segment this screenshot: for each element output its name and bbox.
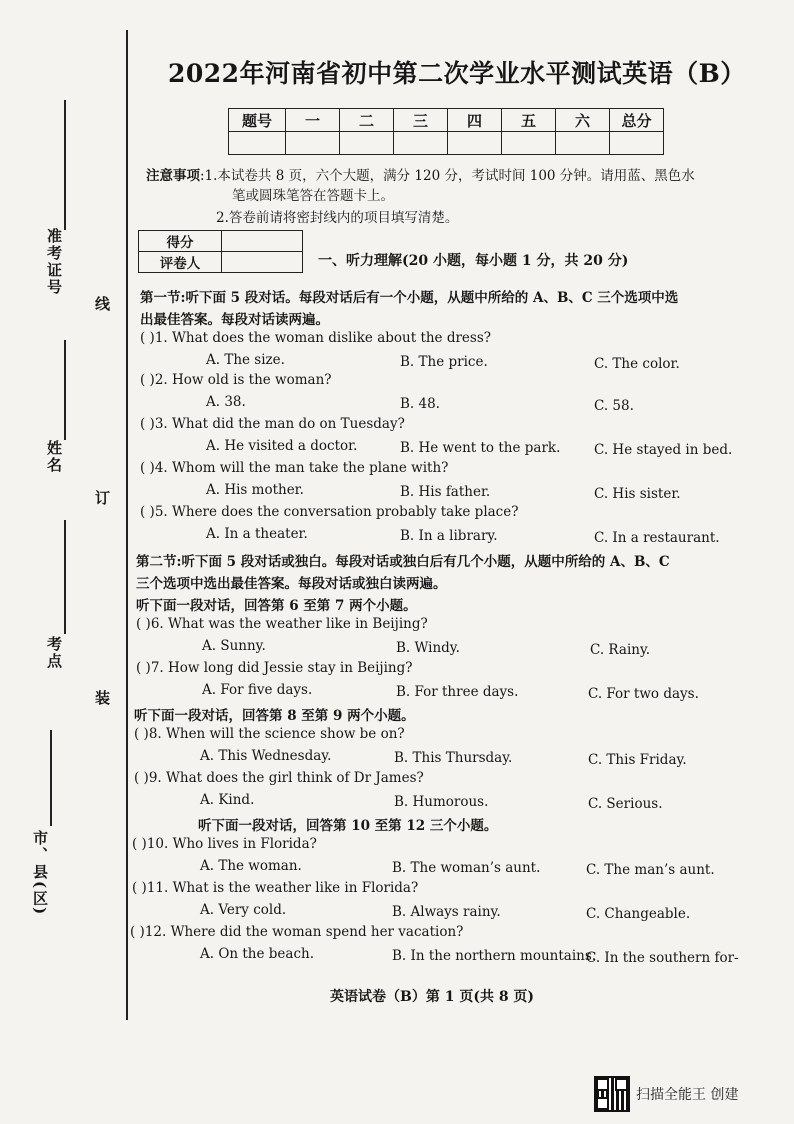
- option-11b: B. Always rainy.: [392, 904, 501, 920]
- seal-zhuang: 装: [93, 690, 111, 707]
- grader-score-cell: [222, 231, 303, 252]
- option-8a: A. This Wednesday.: [200, 748, 332, 764]
- option-9b: B. Humorous.: [394, 794, 489, 810]
- option-6c: C. Rainy.: [590, 642, 651, 658]
- binding-line: [126, 30, 128, 1020]
- grader-name-label: 评卷人: [139, 252, 222, 273]
- option-7c: C. For two days.: [588, 686, 699, 702]
- option-2c: C. 58.: [594, 398, 634, 414]
- option-3a: A. He visited a doctor.: [206, 438, 358, 454]
- page-title: 2022年河南省初中第二次学业水平测试英语（B）: [168, 59, 746, 88]
- score-cell: [229, 132, 286, 155]
- score-cell: [286, 132, 340, 155]
- notes-text-1b: 笔或圆珠笔答在答题卡上。: [232, 188, 394, 204]
- intro-8-9: 听下面一段对话，回答第 8 至第 9 两个小题。: [134, 708, 415, 724]
- score-header-cell: 题号: [229, 109, 286, 132]
- score-table: [228, 108, 664, 155]
- option-12c: C. In the southern for-: [586, 950, 739, 966]
- option-6a: A. Sunny.: [202, 638, 266, 654]
- score-header-cell: 四: [448, 109, 502, 132]
- question-4: ( )4. Whom will the man take the plane with?: [140, 460, 449, 476]
- option-1b: B. The price.: [400, 354, 488, 370]
- option-8b: B. This Thursday.: [394, 750, 513, 766]
- qr-code-icon: [594, 1076, 630, 1112]
- grader-score-label: 得分: [139, 231, 222, 252]
- score-cell: [448, 132, 502, 155]
- city-underline: [50, 730, 52, 826]
- exam-id-label: 准考证号: [45, 228, 63, 296]
- name-underline: [64, 340, 66, 440]
- option-12a: A. On the beach.: [200, 946, 315, 962]
- score-header-cell: 六: [556, 109, 610, 132]
- part2-instruction-a: 第二节:听下面 5 段对话或独白。每段对话或独白后有几个小题，从题中所给的 A、B、C: [136, 554, 670, 570]
- page-footer: 英语试卷（B）第 1 页(共 8 页): [330, 989, 535, 1005]
- option-2b: B. 48.: [400, 396, 440, 412]
- seal-xian: 线: [93, 296, 111, 313]
- question-11: ( )11. What is the weather like in Florida?: [132, 880, 419, 896]
- option-1c: C. The color.: [594, 356, 680, 372]
- question-6: ( )6. What was the weather like in Beijing?: [136, 616, 428, 632]
- score-header-cell: 二: [340, 109, 394, 132]
- option-2a: A. 38.: [206, 394, 246, 410]
- grader-table: [138, 230, 303, 273]
- question-3: ( )3. What did the man do on Tuesday?: [140, 416, 405, 432]
- option-5b: B. In a library.: [400, 528, 498, 544]
- question-10: ( )10. Who lives in Florida?: [132, 836, 317, 852]
- score-cell: [610, 132, 664, 155]
- option-3b: B. He went to the park.: [400, 440, 561, 456]
- question-9: ( )9. What does the girl think of Dr James?: [134, 770, 424, 786]
- notes-line-1: [146, 166, 695, 186]
- option-4c: C. His sister.: [594, 486, 681, 502]
- notes-text-2: 2.答卷前请将密封线内的项目填写清楚。: [216, 210, 459, 226]
- score-cell: [502, 132, 556, 155]
- option-8c: C. This Friday.: [588, 752, 687, 768]
- part2-instruction-b: 三个选项中选出最佳答案。每段对话或独白读两遍。: [136, 576, 447, 592]
- section-heading-listening: 一、听力理解(20 小题，每小题 1 分，共 20 分): [318, 253, 629, 269]
- option-10b: B. The woman’s aunt.: [392, 860, 541, 876]
- score-header-cell: 三: [394, 109, 448, 132]
- option-1a: A. The size.: [206, 352, 285, 368]
- option-7a: A. For five days.: [202, 682, 313, 698]
- site-label: 考点: [45, 636, 63, 670]
- exam-id-underline: [64, 100, 66, 230]
- option-9c: C. Serious.: [588, 796, 663, 812]
- question-5: ( )5. Where does the conversation probably take place?: [140, 504, 519, 520]
- option-10c: C. The man’s aunt.: [586, 862, 715, 878]
- option-11a: A. Very cold.: [200, 902, 287, 918]
- score-cell: [394, 132, 448, 155]
- grader-name-cell: [222, 252, 303, 273]
- question-1: ( )1. What does the woman dislike about the dress?: [140, 330, 492, 346]
- option-10a: A. The woman.: [200, 858, 302, 874]
- option-3c: C. He stayed in bed.: [594, 442, 733, 458]
- intro-6-7: 听下面一段对话，回答第 6 至第 7 两个小题。: [136, 598, 417, 614]
- question-12: ( )12. Where did the woman spend her vacation?: [130, 924, 464, 940]
- notes-label: 注意事项: [146, 168, 200, 184]
- question-8: ( )8. When will the science show be on?: [134, 726, 405, 742]
- option-7b: B. For three days.: [396, 684, 519, 700]
- score-cell: [556, 132, 610, 155]
- option-9a: A. Kind.: [200, 792, 255, 808]
- part1-instruction-a: 第一节:听下面 5 段对话。每段对话后有一个小题，从题中所给的 A、B、C 三个选项中选: [140, 290, 679, 306]
- option-4b: B. His father.: [400, 484, 491, 500]
- city-label: 市、县(区): [31, 830, 49, 917]
- option-4a: A. His mother.: [206, 482, 304, 498]
- score-header-cell: 五: [502, 109, 556, 132]
- scanner-watermark: 扫描全能王 创建: [636, 1087, 739, 1103]
- option-5a: A. In a theater.: [206, 526, 308, 542]
- seal-ding: 订: [93, 490, 111, 507]
- score-cell: [340, 132, 394, 155]
- option-11c: C. Changeable.: [586, 906, 691, 922]
- question-7: ( )7. How long did Jessie stay in Beijing?: [136, 660, 413, 676]
- part1-instruction-b: 出最佳答案。每段对话读两遍。: [140, 312, 329, 328]
- option-12b: B. In the northern mountains.: [392, 948, 597, 964]
- intro-10-12: 听下面一段对话，回答第 10 至第 12 三个小题。: [198, 818, 498, 834]
- site-underline: [64, 520, 66, 634]
- score-header-cell: 总分: [610, 109, 664, 132]
- question-2: ( )2. How old is the woman?: [140, 372, 332, 388]
- name-label: 姓名: [45, 440, 63, 474]
- notes-text-1a: :1.本试卷共 8 页，六个大题，满分 120 分，考试时间 100 分钟。请用蓝、黑色水: [200, 168, 695, 184]
- option-5c: C. In a restaurant.: [594, 530, 720, 546]
- score-header-cell: 一: [286, 109, 340, 132]
- option-6b: B. Windy.: [396, 640, 460, 656]
